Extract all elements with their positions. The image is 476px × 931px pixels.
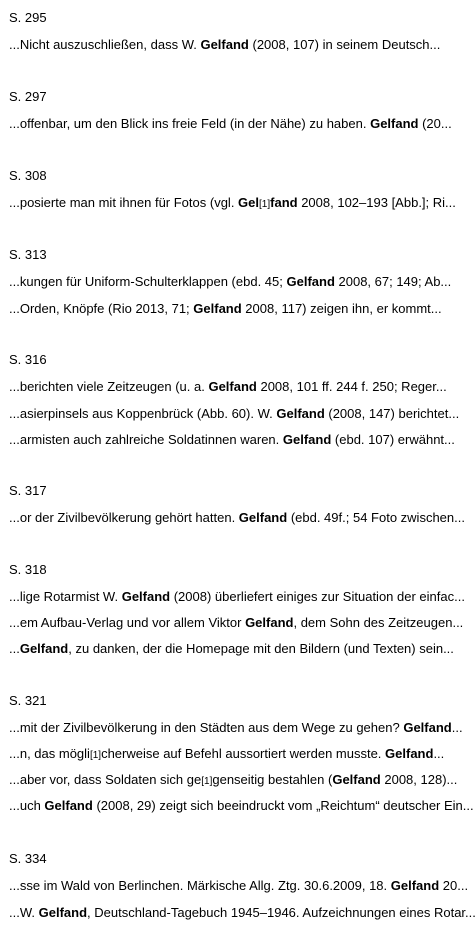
highlighted-term: Gelfand: [390, 878, 440, 893]
snippet-text: ...: [433, 746, 445, 761]
page-number-label: S. 308: [9, 168, 47, 183]
highlighted-term: Gelfand: [332, 772, 381, 787]
hyphen-marker: [1]: [201, 776, 213, 787]
snippet-text: (2008, 147) berichtet...: [324, 406, 460, 421]
highlighted-term: Gelfand: [19, 641, 69, 656]
highlighted-term: Gelfand: [282, 432, 332, 447]
highlighted-term: Gelfand: [245, 615, 294, 630]
snippet-text: , dem Sohn des Zeitzeugen...: [293, 615, 464, 630]
page-number-label: S. 318: [9, 562, 47, 577]
snippet-text: ...W.: [9, 905, 39, 920]
snippet-text: ...or der Zivilbevölkerung gehört hatten.: [9, 510, 239, 525]
snippet-text: ...posierte man mit ihnen für Fotos (vgl.: [9, 195, 239, 210]
highlighted-term: Gelfand: [200, 37, 249, 52]
highlighted-term: Gelfand: [238, 510, 288, 525]
snippet-text: (ebd. 49f.; 54 Foto zwischen...: [287, 510, 465, 525]
snippet-text: (ebd. 107) erwähnt...: [331, 432, 455, 447]
snippet-text: ...em Aufbau-Verlag und vor allem Viktor: [9, 615, 246, 630]
page-number-label: S. 297: [9, 89, 47, 104]
snippet-text: ...: [451, 720, 463, 735]
snippet-text: ...berichten viele Zeitzeugen (u. a.: [9, 379, 209, 394]
snippet-text: 2008, 102–193 [Abb.]; Ri...: [297, 195, 456, 210]
snippet-text: 2008, 128)...: [380, 772, 458, 787]
search-snippet[interactable]: [9, 432, 455, 447]
snippet-text: ...lige Rotarmist W.: [9, 589, 122, 604]
hyphen-marker: [1]: [259, 199, 271, 210]
snippet-text: (2008, 29) zeigt sich beeindruckt vom „Reichtum“ deutscher Ein...: [92, 798, 474, 813]
search-snippet[interactable]: [9, 746, 444, 763]
search-snippet[interactable]: [9, 406, 459, 421]
snippet-text: ...asierpinsels aus Koppenbrück (Abb. 60). W.: [9, 406, 277, 421]
search-snippet[interactable]: [9, 772, 457, 789]
page-number-label: S. 313: [9, 247, 47, 262]
search-snippet[interactable]: [9, 905, 476, 920]
snippet-text: ...sse im Wald von Berlinchen. Märkische Allg. Ztg. 30.6.2009, 18.: [9, 878, 391, 893]
search-snippet[interactable]: [9, 301, 442, 316]
snippet-text: 2008, 101 ff. 244 f. 250; Reger...: [256, 379, 447, 394]
search-snippet[interactable]: [9, 116, 452, 131]
snippet-text: ...: [9, 641, 20, 656]
snippet-text: ...offenbar, um den Blick ins freie Feld (in der Nähe) zu haben.: [9, 116, 371, 131]
snippet-text: ...kungen für Uniform-Schulterklappen (ebd. 45;: [9, 274, 287, 289]
snippet-text: (2008) überliefert einiges zur Situation der einfac...: [170, 589, 465, 604]
search-snippet[interactable]: [9, 798, 474, 813]
highlighted-term: Gelfand: [286, 274, 335, 289]
page-number-label: S. 321: [9, 693, 47, 708]
highlighted-term: Gelfand: [121, 589, 171, 604]
snippet-text: 20...: [439, 878, 469, 893]
snippet-text: ...armisten auch zahlreiche Soldatinnen waren.: [9, 432, 283, 447]
search-snippet[interactable]: [9, 720, 463, 735]
highlighted-term: Gelfand: [38, 905, 88, 920]
highlighted-term: Gelfand: [208, 379, 257, 394]
highlighted-term: Gelfand: [370, 116, 419, 131]
snippet-text: ...Orden, Knöpfe (Rio 2013, 71;: [9, 301, 194, 316]
highlighted-term: Gelfand: [44, 798, 93, 813]
page-number-label: S. 317: [9, 483, 47, 498]
snippet-text: ...mit der Zivilbevölkerung in den Städten aus dem Wege zu gehen?: [9, 720, 404, 735]
search-snippet[interactable]: [9, 510, 465, 525]
snippet-text: 2008, 117) zeigen ihn, er kommt...: [241, 301, 442, 316]
search-snippet[interactable]: [9, 195, 456, 212]
snippet-text: genseitig bestahlen (: [212, 772, 333, 787]
search-snippet[interactable]: [9, 589, 465, 604]
page-number-label: S. 316: [9, 352, 47, 367]
snippet-text: ...aber vor, dass Soldaten sich ge: [9, 772, 202, 787]
page-number-label: S. 334: [9, 851, 47, 866]
highlighted-term: Gelfand: [276, 406, 325, 421]
highlighted-term: Gelfand: [385, 746, 434, 761]
snippet-text: ...uch: [9, 798, 45, 813]
snippet-text: (2008, 107) in seinem Deutsch...: [248, 37, 441, 52]
search-snippet[interactable]: [9, 274, 451, 289]
snippet-text: 2008, 67; 149; Ab...: [334, 274, 452, 289]
highlighted-term: Gelfand: [193, 301, 242, 316]
search-snippet[interactable]: [9, 878, 468, 893]
highlighted-term: Gelfand: [403, 720, 452, 735]
snippet-text: cherweise auf Befehl aussortiert werden musste.: [101, 746, 386, 761]
page-number-label: S. 295: [9, 10, 47, 25]
search-snippet[interactable]: [9, 37, 440, 52]
highlighted-term: Gel: [238, 195, 260, 210]
snippet-text: , Deutschland-Tagebuch 1945–1946. Aufzeichnungen eines Rotar...: [87, 905, 476, 920]
snippet-text: ...Nicht auszuschließen, dass W.: [9, 37, 201, 52]
snippet-text: ...n, das mögli: [9, 746, 90, 761]
snippet-text: (20...: [418, 116, 452, 131]
hyphen-marker: [1]: [89, 750, 102, 761]
search-snippet[interactable]: [9, 379, 447, 394]
search-snippet[interactable]: [9, 615, 463, 630]
snippet-text: , zu danken, der die Homepage mit den Bildern (und Texten) sein...: [68, 641, 454, 656]
search-snippet[interactable]: [9, 641, 454, 656]
highlighted-term: fand: [270, 195, 298, 210]
